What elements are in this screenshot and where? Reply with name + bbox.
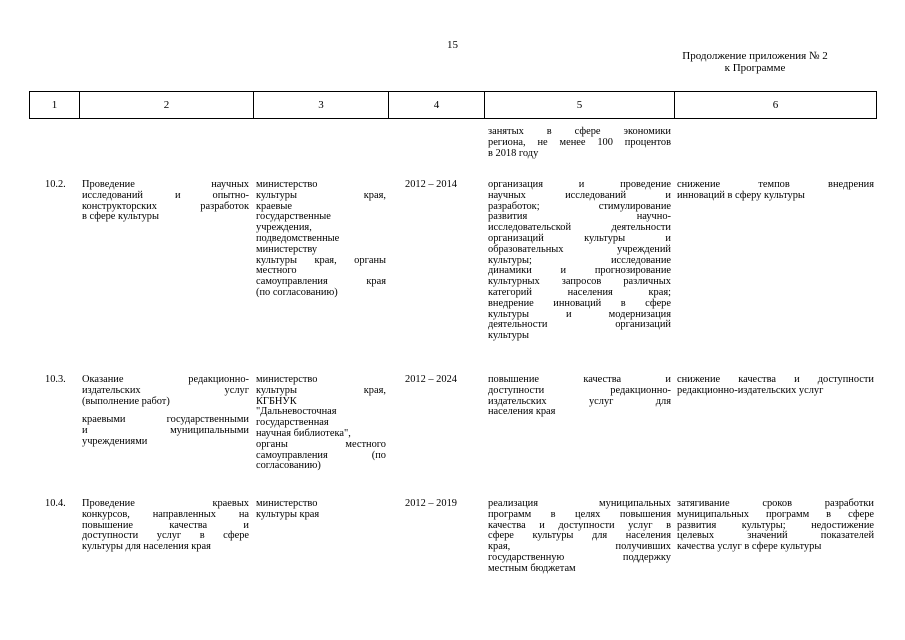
text-line: повышение качества и: [488, 374, 671, 385]
text-line: учреждения,: [256, 222, 312, 234]
measure-name: [82, 180, 249, 223]
text-line: подведомственные: [256, 232, 340, 244]
text-line: издательских услуг: [82, 384, 249, 396]
text-line: местным бюджетам: [488, 562, 576, 574]
text-line: доступности редакционно-: [488, 384, 671, 396]
text-line: культуры края,: [256, 384, 386, 396]
text-line: государственная: [256, 417, 329, 429]
text-line: научных исследований и: [488, 189, 671, 201]
text-line: региона, не менее 100 процентов: [488, 136, 671, 148]
text-line: целевых значений показателей: [677, 530, 874, 542]
period: 2012 – 2019: [405, 498, 457, 509]
text-line: затягивание сроков разработки: [677, 498, 874, 509]
row-number: 10.4.: [45, 498, 66, 509]
measure-name: [82, 375, 249, 448]
text-line: культуры; исследование: [488, 254, 671, 266]
executor: [256, 499, 386, 521]
text-line: научная библиотека",: [256, 427, 351, 439]
text-line: снижение качества и доступности: [677, 374, 874, 385]
text-line: исследований и опытно-: [82, 189, 249, 201]
text-line: (по согласованию): [256, 286, 338, 298]
text-line: государственные: [256, 211, 331, 223]
measure-name: [82, 499, 249, 553]
text-line: снижение темпов внедрения: [677, 179, 874, 190]
column-header-5: 5: [484, 91, 674, 119]
text-line: (выполнение работ): [82, 395, 170, 407]
column-header-2: 2: [79, 91, 253, 119]
text-line: занятых в сфере экономики: [488, 126, 671, 137]
text-line: Оказание редакционно-: [82, 374, 249, 385]
text-line: и муниципальными: [82, 425, 249, 437]
text-line: министерство: [256, 374, 318, 385]
text-line: министерство: [256, 179, 318, 190]
text-line: образовательных учреждений: [488, 243, 671, 255]
text-line: самоуправления (по: [256, 449, 386, 461]
text-line: местного: [256, 265, 297, 277]
expected-result: [488, 375, 671, 418]
text-line: министерство: [256, 498, 318, 509]
text-line: доступности услуг в сфере: [82, 530, 249, 542]
text-line: КГБНУК: [256, 395, 297, 407]
text-line: качества и доступности услуг в: [488, 519, 671, 531]
period: 2012 – 2014: [405, 179, 457, 190]
text-line: органы местного: [256, 438, 386, 450]
text-line: развития научно-: [488, 211, 671, 223]
text-line: государственную поддержку: [488, 551, 671, 563]
text-line: согласованию): [256, 460, 321, 472]
text-line: культурных запросов различных: [488, 276, 671, 288]
text-line: издательских услуг для: [488, 395, 671, 407]
row-number: 10.2.: [45, 179, 66, 190]
text-line: культуры края,: [256, 189, 386, 201]
expected-result: [488, 180, 671, 342]
text-line: деятельности организаций: [488, 319, 671, 331]
executor: [256, 180, 386, 299]
text-line: динамики и прогнозирование: [488, 265, 671, 277]
consequence: [677, 499, 874, 553]
text-line: в 2018 году: [488, 147, 539, 159]
text-line: в сфере культуры: [82, 211, 159, 223]
consequence: [677, 375, 874, 397]
executor: [256, 375, 386, 472]
consequence: [677, 180, 874, 202]
text-line: муниципальных программ в сфере: [677, 508, 874, 520]
continuation-line-2: к Программе: [724, 61, 786, 74]
text-line: категорий населения края;: [488, 286, 671, 298]
text-line: исследовательской деятельности: [488, 222, 671, 234]
text-line: повышение качества и: [82, 519, 249, 531]
text-line: населения края: [488, 406, 556, 418]
text-line: культуры: [488, 330, 529, 342]
text-line: культуры края: [256, 508, 320, 520]
text-line: развития культуры; недостижение: [677, 519, 874, 531]
text-line: организация и проведение: [488, 179, 671, 190]
text-line: качества услуг в сфере культуры: [677, 541, 822, 553]
text-line: реализация муниципальных: [488, 498, 671, 509]
text-line: "Дальневосточная: [256, 406, 337, 418]
column-header-4: 4: [388, 91, 484, 119]
text-line: краевыми государственными: [82, 414, 249, 426]
text-line: Проведение научных: [82, 179, 249, 190]
text-line: краевые: [256, 200, 292, 212]
text-line: министерству: [256, 243, 318, 255]
text-line: самоуправления края: [256, 276, 386, 288]
page-number: 15: [447, 39, 458, 51]
row-number: 10.3.: [45, 374, 66, 385]
text-line: инноваций в сферу культуры: [677, 189, 805, 201]
text-line: организаций культуры и: [488, 232, 671, 244]
text-line: учреждениями: [82, 435, 148, 447]
text-line: программ в целях повышения: [488, 508, 671, 520]
text-line: конструкторских разработок: [82, 200, 249, 212]
text-line: разработок; стимулирование: [488, 200, 671, 212]
text-line: внедрение инноваций в сфере: [488, 297, 671, 309]
column-header-3: 3: [253, 91, 388, 119]
column-header-6: 6: [674, 91, 877, 119]
text-line: культуры края, органы: [256, 254, 386, 266]
text-line: конкурсов, направленных на: [82, 508, 249, 520]
text-line: Проведение краевых: [82, 498, 249, 509]
continuation-line-1: Продолжение приложения № 2: [682, 50, 828, 62]
text-line: культуры для населения края: [82, 541, 211, 553]
expected-result: [488, 499, 671, 575]
text-line: культуры и модернизация: [488, 308, 671, 320]
continuation-header: [660, 51, 850, 74]
column-header-1: 1: [29, 91, 79, 119]
text-line: редакционно-издательских услуг: [677, 384, 824, 396]
period: 2012 – 2024: [405, 374, 457, 385]
text-line: края, получивших: [488, 541, 671, 553]
carryover-result: [488, 127, 671, 159]
text-line: сфере культуры для населения: [488, 530, 671, 542]
